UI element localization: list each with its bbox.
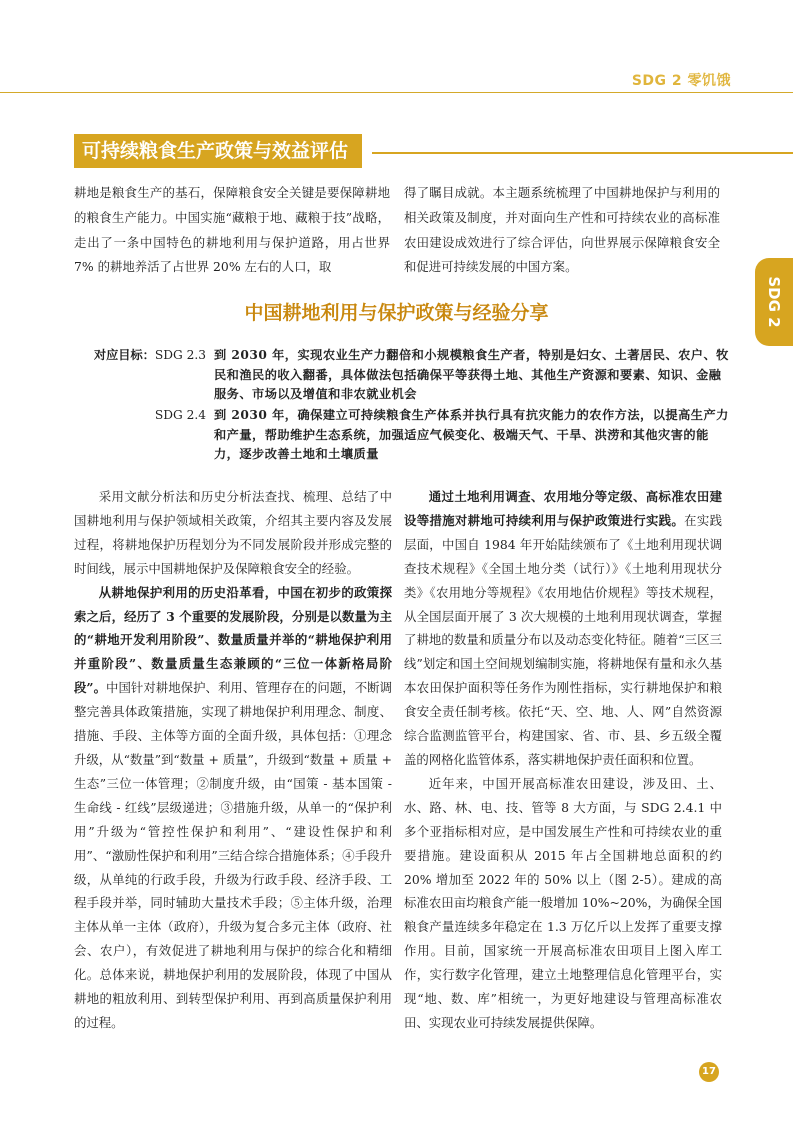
paragraph-text: 在实践层面，中国自 1984 年开始陆续颁布了《土地利用现状调查技术规程》《全国土地分类（试行）》《土地利用现状分类》《农用地分等规程》《农用地估价规程》等技术规程，从全国层面开展了 3 次大规模的土地利用现状调查，掌握了耕地的数量和质量分布以及动态变化特征。随着“三区三线”划定和国土空间规划编制实施，将耕地保有量和永久基本农田保护面积等任务作为刚性指标，实行耕地保护和粮食安全责任制考核。依托“天、空、地、人、网”自然资源综合监测监管平台，构建国家、省、市、县、乡五级全覆盖的网格化监管体系，落实耕地保护责任面积和位置。 xyxy=(404,512,723,767)
target-label xyxy=(74,346,206,366)
intro-right-column: 得了瞩目成就。本主题系统梳理了中国耕地保护与利用的相关政策及制度，并对面向生产性和可持续农业的高标准农田建设成效进行了综合评估，向世界展示保障粮食安全和促进可持续发展的中国方案。 xyxy=(404,185,720,275)
target-code: SDG 2.3 xyxy=(154,348,206,362)
target-code: SDG 2.4 xyxy=(154,408,206,422)
section-title-rule xyxy=(372,152,793,154)
target-text: 到 2030 年，实现农业生产力翻倍和小规模粮食生产者，特别是妇女、土著居民、农户、牧民和渔民的收入翻番，具体做法包括确保平等获得土地、其他生产资源和要素、知识、金融服务、市场以及增值和非农就业机会 xyxy=(214,348,729,401)
body-left-column xyxy=(74,485,392,1035)
body-paragraph: 采用文献分析法和历史分析法查找、梳理、总结了中国耕地利用与保护领域相关政策，介绍其主要内容及发展过程，将耕地保护历程划分为不同发展阶段并形成完整的时间线，展示中国耕地保护及保障粮食安全的经验。 xyxy=(74,489,392,576)
header-rule xyxy=(0,92,793,93)
section-title: 可持续粮食生产政策与效益评估 xyxy=(74,134,362,168)
header-sdg-label: SDG 2 零饥饿 xyxy=(631,73,731,89)
body-right-column xyxy=(404,485,722,1035)
body-paragraph xyxy=(404,485,722,772)
paragraph-text: 中国针对耕地保护、利用、管理存在的问题，不断调整完善具体政策措施，实现了耕地保护利用理念、制度、措施、手段、主体等方面的全面升级，具体包括：①理念升级，从“数量”到“数量 + 质量”，升级到“数量 + 质量 + 生态”三位一体管理；②制度升级，由“国策 - 基本国策 - 生命线 - 红线”层级递进；③措施升级，从单一的“保护利用”升级为“管控性保护和利用”、“建设性保护和利用”、“激励性保护和利用”三结合综合措施体系；④手段升级，从单纯的行政手段，升级为行政手段、经济手段、工程手段并举，同时辅助大量技术手段；⑤主体升级，治理主体从单一主体（政府），升级为复合多元主体（政府、社会、农户），有效促进了耕地利用与保护的综合化和精细化。总体来说，耕地保护利用的发展阶段，体现了中国从耕地的粗放利用、到转型保护利用、再到高质量保护利用的过程。 xyxy=(74,680,392,1030)
body-paragraph xyxy=(74,581,392,1035)
target-label xyxy=(74,406,206,426)
body-paragraph: 近年来，中国开展高标准农田建设，涉及田、土、水、路、林、电、技、管等 8 大方面，与 SDG 2.4.1 中多个亚指标相对应，是中国发展生产性和可持续农业的重要措施。建设面积从 2015 年占全国耕地总面积的约 20% 增加至 2022 年的 50% 以上（图 2-5）。建成的高标准农田亩均粮食产能一般增加 10%~20%，为确保全国粮食产量连续多年稳定在 1.3 万亿斤以上发挥了重要支撑作用。目前，国家统一开展高标准农田项目上图入库工作，实行数字化管理，建立土地整理信息化管理平台，实现“地、数、库”相统一，为更好地建设与管理高标准农田、实现农业可持续发展提供保障。 xyxy=(404,775,722,1030)
target-text: 到 2030 年，确保建立可持续粮食生产体系并执行具有抗灾能力的农作方法，以提高生产力和产量，帮助维护生态系统，加强适应气候变化、极端天气、干旱、洪涝和其他灾害的能力，逐步改善土地和土壤质量 xyxy=(214,408,729,461)
page-number: 17 xyxy=(699,1062,719,1082)
target-label-prefix: 对应目标： xyxy=(93,348,155,362)
paragraph-lead: 通过土地利用调查、农用地分等定级、高标准农田建设等措施对耕地可持续利用与保护政策进行实践。 xyxy=(404,489,722,528)
subsection-title: 中国耕地利用与保护政策与经验分享 xyxy=(244,302,549,324)
intro-left-column: 耕地是粮食生产的基石，保障粮食安全关键是要保障耕地的粮食生产能力。中国实施“藏粮于地、藏粮于技”战略，走出了一条中国特色的耕地利用与保护道路，用占世界 7% 的耕地养活了占世界 20% 左右的人口，取 xyxy=(74,185,390,275)
side-tab-label: SDG 2 xyxy=(765,276,783,328)
paragraph-lead: 从耕地保护利用的历史沿革看，中国在初步的政策探索之后，经历了 3 个重要的发展阶段，分别是以数量为主的“耕地开发利用阶段”、数量质量并举的“耕地保护利用并重阶段”、数量质量生态兼顾的“三位一体新格局阶段”。 xyxy=(74,584,392,696)
